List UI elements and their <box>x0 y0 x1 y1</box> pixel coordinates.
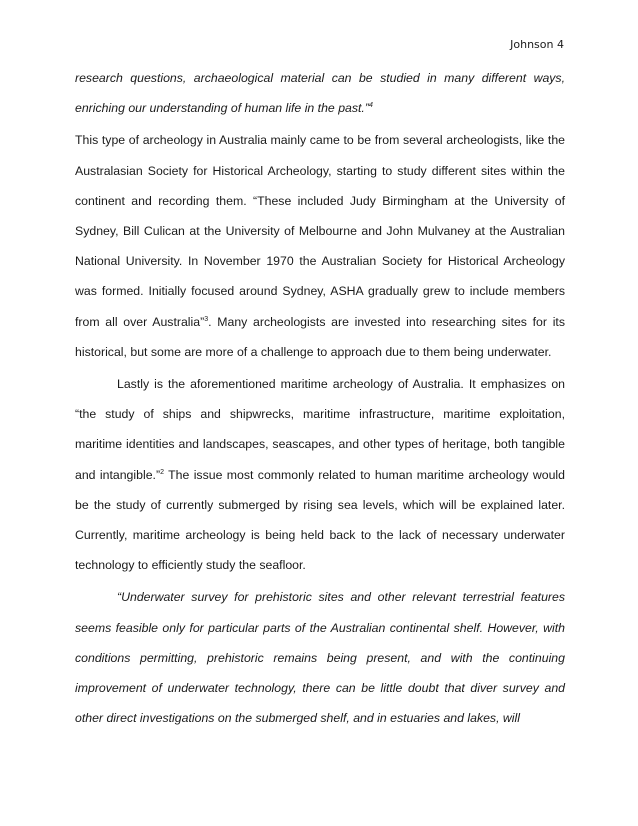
body-text <box>75 63 565 733</box>
paragraph-text: This type of archeology in Australia mainly came to be from several archeologists, like the Australasian Society for Historical Archeology, starting to study different sites within the continent and recording them. “These included Judy Birmingham at the University of Sydney, Bill Culican at the University of Melbourne and John Mulvaney at the Australian National University. In November 1970 the Australian Society for Historical Archeology was formed. Initially focused around Sydney, ASHA gradually grew to include members from all over Australia” <box>75 133 565 329</box>
paragraph-quote <box>75 582 565 733</box>
paragraph-asha <box>75 125 565 367</box>
footnote-ref: 3 <box>204 315 209 323</box>
footnote-ref: 2 <box>160 468 164 476</box>
running-head: Johnson 4 <box>510 38 564 51</box>
footnote-ref: 4 <box>368 102 373 110</box>
paragraph-continuation <box>75 63 565 123</box>
paragraph-maritime <box>75 369 565 580</box>
paragraph-text: The issue most commonly related to human maritime archeology would be the study of currently submerged by rising sea levels, which will be explained later. Currently, maritime archeology is being held back to the lack of necessary underwater technology to efficiently study the seafloor. <box>75 467 565 573</box>
paragraph-text: Lastly is the aforementioned maritime archeology of Australia. It emphasizes on “the study of ships and shipwrecks, maritime infrastructure, maritime exploitation, maritime identities and landscapes, seascapes, and other types of heritage, both tangible and intangible.” <box>75 377 565 482</box>
paragraph-text: . Many archeologists are invested into researching sites for its historical, but some are more of a challenge to approach due to them being underwater. <box>75 314 565 359</box>
paragraph-text: “Underwater survey for prehistoric sites and other relevant terrestrial features seems feasible only for particular parts of the Australian continental shelf. However, with conditions permitting, prehistoric remains being present, and with the continuing improvement of underwater technology, there can be little doubt that diver survey and other direct investigations on the submerged shelf, and in estuaries and lakes, will <box>75 590 565 726</box>
paragraph-text: research questions, archaeological material can be studied in many different ways, enriching our understanding of human life in the past.” <box>75 71 565 116</box>
